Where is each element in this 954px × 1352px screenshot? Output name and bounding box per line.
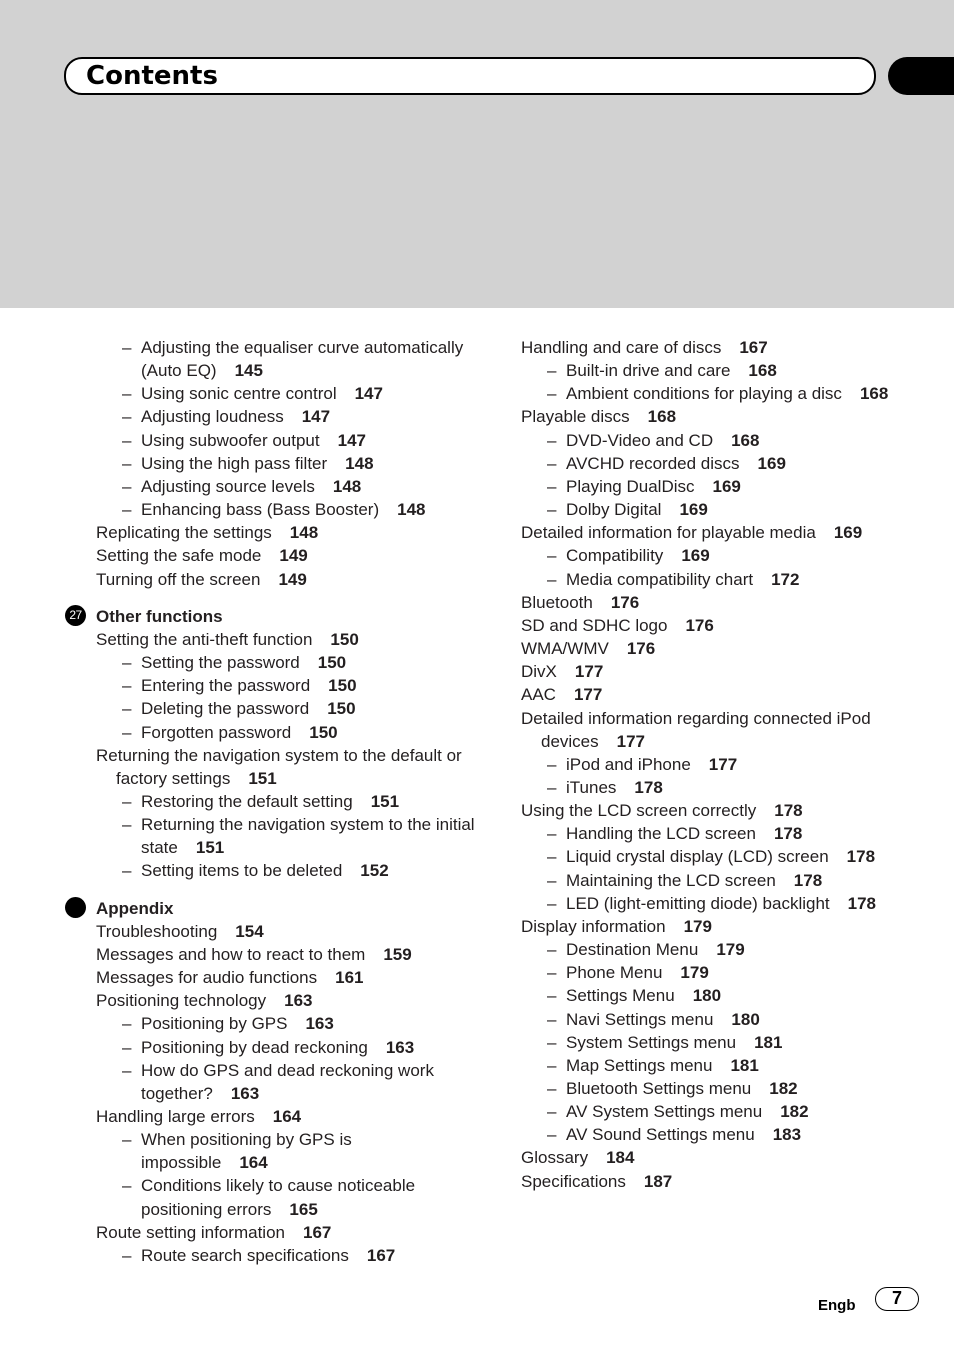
toc-entry[interactable] <box>96 943 476 966</box>
entry-text: How do GPS and dead reckoning work together? <box>141 1060 434 1103</box>
entry-text: Phone Menu <box>566 963 663 983</box>
dash-bullet: – <box>547 1032 557 1052</box>
page-number: 163 <box>284 991 313 1011</box>
entry-text: Positioning by GPS <box>141 1014 288 1034</box>
dash-bullet: – <box>122 815 132 835</box>
page-number: 164 <box>272 1107 302 1126</box>
entry-text: Maintaining the LCD screen <box>566 870 776 890</box>
entry-text: Detailed information for playable media <box>521 523 816 543</box>
dash-bullet: – <box>122 861 132 881</box>
entry-text: LED (light-emitting diode) backlight <box>566 893 830 913</box>
page-number: 167 <box>303 1222 332 1242</box>
dash-bullet: – <box>547 1009 557 1029</box>
entry-text: When positioning by GPS is impossible <box>141 1130 352 1173</box>
entry-text: Using subwoofer output <box>141 430 320 450</box>
entry-text: Playing DualDisc <box>566 476 695 496</box>
toc-subentry[interactable] <box>521 1077 901 1100</box>
toc-subentry[interactable] <box>96 1036 476 1059</box>
page-number: 150 <box>317 653 347 673</box>
dash-bullet: – <box>122 676 132 696</box>
toc-entry[interactable] <box>521 1170 901 1193</box>
dash-bullet: – <box>547 500 557 520</box>
dash-bullet: – <box>122 338 132 357</box>
toc-subentry[interactable] <box>96 475 476 498</box>
toc-subentry[interactable] <box>96 721 476 744</box>
header-band <box>0 0 954 308</box>
dash-bullet: – <box>547 777 557 797</box>
dash-bullet: – <box>547 870 557 890</box>
page-number: 147 <box>301 407 331 427</box>
page-number: 187 <box>643 1171 673 1191</box>
toc-entry[interactable] <box>96 568 476 591</box>
entry-text: Messages for audio functions <box>96 968 318 988</box>
dash-bullet: – <box>547 569 557 589</box>
page-number: 184 <box>606 1148 635 1168</box>
page-number: 176 <box>626 639 656 659</box>
entry-text: Messages and how to react to them <box>96 944 366 964</box>
entry-text: Replicating the settings <box>96 523 272 543</box>
toc-entry[interactable] <box>521 799 901 822</box>
toc-entry[interactable] <box>521 614 901 637</box>
page-number: 154 <box>235 921 264 941</box>
entry-text: Dolby Digital <box>566 500 662 520</box>
entry-text: Detailed information regarding connected iPod devices <box>521 708 871 751</box>
entry-text: SD and SDHC logo <box>521 615 668 635</box>
entry-text: Positioning technology <box>96 991 267 1011</box>
entry-text: Route search specifications <box>141 1245 349 1265</box>
entry-text: iTunes <box>566 777 617 797</box>
section-heading <box>69 605 476 628</box>
page-number: 151 <box>248 768 277 788</box>
title-box <box>64 57 876 95</box>
toc-entry[interactable] <box>96 628 476 651</box>
toc-subentry[interactable] <box>521 753 901 776</box>
toc-subentry[interactable] <box>96 651 476 674</box>
page-number: 169 <box>757 453 786 473</box>
page-number: 165 <box>289 1199 318 1219</box>
entry-text: Playable discs <box>521 407 630 427</box>
page-number: 163 <box>385 1037 415 1057</box>
entry-text: WMA/WMV <box>521 639 609 659</box>
dash-bullet: – <box>122 653 132 673</box>
page-number: 169 <box>833 523 863 543</box>
entry-text: Display information <box>521 916 666 936</box>
toc-subentry[interactable] <box>96 813 476 859</box>
page-number: 150 <box>327 699 356 719</box>
chapter-badge: 27 <box>65 605 86 626</box>
entry-text: Setting items to be deleted <box>141 861 343 881</box>
entry-text: Handling and care of discs <box>521 338 722 357</box>
page-number: 182 <box>769 1079 798 1098</box>
toc-subentry[interactable] <box>96 405 476 428</box>
entry-text: Settings Menu <box>566 986 675 1006</box>
page-number: 149 <box>279 546 308 566</box>
page-number: 148 <box>289 523 319 543</box>
page-number: 168 <box>859 384 889 404</box>
toc-subentry[interactable] <box>96 859 476 882</box>
page-number: 167 <box>739 338 768 357</box>
page-number: 167 <box>366 1245 396 1265</box>
page-number: 179 <box>716 940 745 960</box>
page-number: 178 <box>846 847 876 867</box>
entry-text: Built-in drive and care <box>566 361 731 381</box>
entry-text: Navi Settings menu <box>566 1009 714 1029</box>
page-number: 148 <box>397 500 426 520</box>
dash-bullet: – <box>122 722 132 742</box>
entry-text: Using the high pass filter <box>141 453 328 473</box>
section-gap <box>96 883 476 897</box>
entry-text: AVCHD recorded discs <box>566 453 740 473</box>
dash-bullet: – <box>122 430 132 450</box>
dash-bullet: – <box>547 1079 557 1098</box>
toc-right-column <box>521 336 901 1193</box>
page-number: 169 <box>712 476 741 496</box>
entry-text: AV Sound Settings menu <box>566 1125 755 1145</box>
dash-bullet: – <box>122 1014 132 1034</box>
entry-text: Handling large errors <box>96 1107 255 1126</box>
toc-subentry[interactable] <box>96 498 476 521</box>
page-number: 149 <box>278 569 307 589</box>
dash-bullet: – <box>547 546 557 566</box>
toc-entry[interactable] <box>521 591 901 614</box>
toc-subentry[interactable] <box>96 429 476 452</box>
entry-text: Setting the password <box>141 653 300 673</box>
entry-text: Positioning by dead reckoning <box>141 1037 368 1057</box>
page-number: 163 <box>230 1083 260 1103</box>
dash-bullet: – <box>122 1245 132 1265</box>
toc-subentry[interactable] <box>521 452 901 475</box>
footer-language: Engb <box>818 1297 856 1314</box>
toc-subentry[interactable] <box>521 1031 901 1054</box>
page-number: 147 <box>337 430 366 450</box>
page-number: 178 <box>634 777 663 797</box>
page-number: 179 <box>683 916 712 936</box>
toc-entry[interactable] <box>521 521 901 544</box>
toc-entry[interactable] <box>521 405 901 428</box>
toc-subentry[interactable] <box>521 429 901 452</box>
page-number: 180 <box>731 1009 760 1029</box>
dash-bullet: – <box>122 453 132 473</box>
toc-entry[interactable] <box>521 915 901 938</box>
page-number: 176 <box>685 615 714 635</box>
page-number: 168 <box>647 407 677 427</box>
toc-subentry[interactable] <box>521 359 901 382</box>
toc-entry[interactable] <box>96 920 476 943</box>
dash-bullet: – <box>547 754 557 774</box>
toc-entry[interactable] <box>96 521 476 544</box>
entry-text: DivX <box>521 662 557 682</box>
page-title: Contents <box>86 61 218 91</box>
entry-text: Returning the navigation system to the initial state <box>141 815 475 858</box>
toc-subentry[interactable] <box>96 674 476 697</box>
entry-text: Restoring the default setting <box>141 791 353 811</box>
dash-bullet: – <box>122 699 132 719</box>
toc-subentry[interactable] <box>96 790 476 813</box>
toc-subentry[interactable] <box>521 1008 901 1031</box>
toc-subentry[interactable] <box>521 822 901 845</box>
page-number: 182 <box>780 1102 809 1122</box>
dash-bullet: – <box>122 1176 132 1196</box>
entry-text: Adjusting loudness <box>141 407 284 427</box>
page-number: 177 <box>573 685 603 705</box>
toc-subentry[interactable] <box>96 1244 476 1267</box>
toc-subentry[interactable] <box>521 961 901 984</box>
dash-bullet: – <box>547 940 557 960</box>
entry-text: Enhancing bass (Bass Booster) <box>141 500 380 520</box>
toc-subentry[interactable] <box>96 1059 476 1105</box>
toc-subentry[interactable] <box>521 1054 901 1077</box>
toc-entry[interactable] <box>96 966 476 989</box>
toc-entry[interactable] <box>96 989 476 1012</box>
page-number: 148 <box>345 453 374 473</box>
dash-bullet: – <box>122 791 132 811</box>
entry-text: Setting the anti-theft function <box>96 629 313 649</box>
dash-bullet: – <box>547 361 557 381</box>
page-number: 178 <box>774 801 803 821</box>
page-number: 177 <box>708 754 738 774</box>
entry-text: Bluetooth Settings menu <box>566 1079 752 1098</box>
dash-bullet: – <box>122 407 132 427</box>
dash-bullet: – <box>122 476 132 496</box>
footer-page-number: 7 <box>875 1287 919 1311</box>
entry-text: Handling the LCD screen <box>566 824 756 844</box>
toc-subentry[interactable] <box>521 544 901 567</box>
dash-bullet: – <box>122 1130 132 1150</box>
entry-text: Deleting the password <box>141 699 310 719</box>
toc-subentry[interactable] <box>96 382 476 405</box>
page-number: 169 <box>679 500 708 520</box>
page-number: 178 <box>847 893 876 913</box>
dash-bullet: – <box>547 1102 557 1122</box>
page-number: 150 <box>309 722 338 742</box>
dash-bullet: – <box>122 384 132 404</box>
dash-bullet: – <box>547 963 557 983</box>
entry-text: Adjusting the equaliser curve automatically (Auto EQ) <box>141 338 464 381</box>
entry-text: AV System Settings menu <box>566 1102 763 1122</box>
dash-bullet: – <box>122 1060 132 1080</box>
toc-subentry[interactable] <box>521 475 901 498</box>
dash-bullet: – <box>547 893 557 913</box>
toc-subentry[interactable] <box>96 452 476 475</box>
page-number: 177 <box>616 731 646 751</box>
entry-text: Destination Menu <box>566 940 699 960</box>
toc-entry[interactable] <box>521 336 901 359</box>
toc-subentry[interactable] <box>521 892 901 915</box>
entry-text: Entering the password <box>141 676 311 696</box>
page-number: 164 <box>239 1153 268 1173</box>
page-number: 178 <box>773 824 803 844</box>
dash-bullet: – <box>547 384 557 404</box>
toc-entry[interactable] <box>521 637 901 660</box>
dash-bullet: – <box>547 453 557 473</box>
dash-bullet: – <box>547 986 557 1006</box>
page-number: 176 <box>610 592 640 612</box>
toc-subentry[interactable] <box>521 568 901 591</box>
entry-text: Bluetooth <box>521 592 593 612</box>
dash-bullet: – <box>547 824 557 844</box>
entry-text: Liquid crystal display (LCD) screen <box>566 847 829 867</box>
page-number: 168 <box>748 361 777 381</box>
entry-text: Adjusting source levels <box>141 476 315 496</box>
dash-bullet: – <box>547 430 557 450</box>
chapter-badge <box>65 897 86 918</box>
toc-subentry[interactable] <box>521 1123 901 1146</box>
dash-bullet: – <box>122 1037 132 1057</box>
toc-entry[interactable] <box>96 1221 476 1244</box>
toc-subentry[interactable] <box>96 697 476 720</box>
toc-entry[interactable] <box>521 1146 901 1169</box>
page-number: 172 <box>771 569 800 589</box>
toc-entry[interactable] <box>96 744 476 790</box>
entry-text: AAC <box>521 685 556 705</box>
toc-entry[interactable] <box>521 660 901 683</box>
section-heading <box>96 897 476 920</box>
dash-bullet: – <box>547 1125 557 1145</box>
page-number: 150 <box>328 676 357 696</box>
page-number: 161 <box>335 968 364 988</box>
entry-text: Troubleshooting <box>96 921 218 941</box>
dash-bullet: – <box>547 476 557 496</box>
page-number: 150 <box>330 629 359 649</box>
page-number: 147 <box>354 384 383 404</box>
entry-text: Route setting information <box>96 1222 285 1242</box>
entry-text: Returning the navigation system to the default or factory settings <box>96 745 462 788</box>
entry-text: Ambient conditions for playing a disc <box>566 384 842 404</box>
toc-subentry[interactable] <box>521 845 901 868</box>
entry-text: Map Settings menu <box>566 1055 713 1075</box>
entry-text: Compatibility <box>566 546 664 566</box>
entry-text: Conditions likely to cause noticeable positioning errors <box>141 1176 416 1219</box>
toc-entry[interactable] <box>96 1105 476 1128</box>
toc-subentry[interactable] <box>521 498 901 521</box>
page-number: 148 <box>332 476 362 496</box>
entry-text: Specifications <box>521 1171 626 1191</box>
toc-subentry[interactable] <box>96 1012 476 1035</box>
toc-subentry[interactable] <box>96 1174 476 1220</box>
entry-text: Glossary <box>521 1148 589 1168</box>
section-title: Appendix <box>96 898 174 918</box>
toc-subentry[interactable] <box>96 336 476 382</box>
page-number: 181 <box>754 1032 783 1052</box>
entry-text: iPod and iPhone <box>566 754 691 774</box>
entry-text: Setting the safe mode <box>96 546 262 566</box>
toc-subentry[interactable] <box>521 869 901 892</box>
entry-text: System Settings menu <box>566 1032 737 1052</box>
title-tab-marker <box>888 57 954 95</box>
page-number: 152 <box>360 861 389 881</box>
toc-subentry[interactable] <box>521 776 901 799</box>
page-number: 151 <box>195 838 225 858</box>
page-number: 177 <box>574 662 604 682</box>
dash-bullet: – <box>547 1055 557 1075</box>
page-number: 179 <box>680 963 709 983</box>
page-number: 183 <box>772 1125 802 1145</box>
entry-text: Using the LCD screen correctly <box>521 801 757 821</box>
page-number: 163 <box>305 1014 334 1034</box>
section-gap <box>96 591 476 605</box>
page-number: 145 <box>234 361 263 381</box>
entry-text: Turning off the screen <box>96 569 261 589</box>
dash-bullet: – <box>122 500 132 520</box>
toc-subentry[interactable] <box>521 1100 901 1123</box>
toc-entry[interactable] <box>521 707 901 753</box>
entry-text: Media compatibility chart <box>566 569 754 589</box>
section-title: Other functions <box>96 606 223 626</box>
page-number: 159 <box>383 944 412 964</box>
page-number: 178 <box>793 870 823 890</box>
page-number: 181 <box>730 1055 759 1075</box>
page-number: 168 <box>731 430 760 450</box>
page-number: 169 <box>681 546 710 566</box>
toc-subentry[interactable] <box>521 382 901 405</box>
dash-bullet: – <box>547 847 557 867</box>
toc-entry[interactable] <box>521 683 901 706</box>
entry-text: Using sonic centre control <box>141 384 337 404</box>
page-number: 151 <box>370 791 400 811</box>
entry-text: Forgotten password <box>141 722 292 742</box>
toc-subentry[interactable] <box>96 1128 476 1174</box>
entry-text: DVD-Video and CD <box>566 430 714 450</box>
toc-subentry[interactable] <box>521 938 901 961</box>
toc-entry[interactable] <box>96 544 476 567</box>
page-number: 180 <box>692 986 722 1006</box>
toc-subentry[interactable] <box>521 984 901 1007</box>
toc-left-column <box>69 336 476 1267</box>
